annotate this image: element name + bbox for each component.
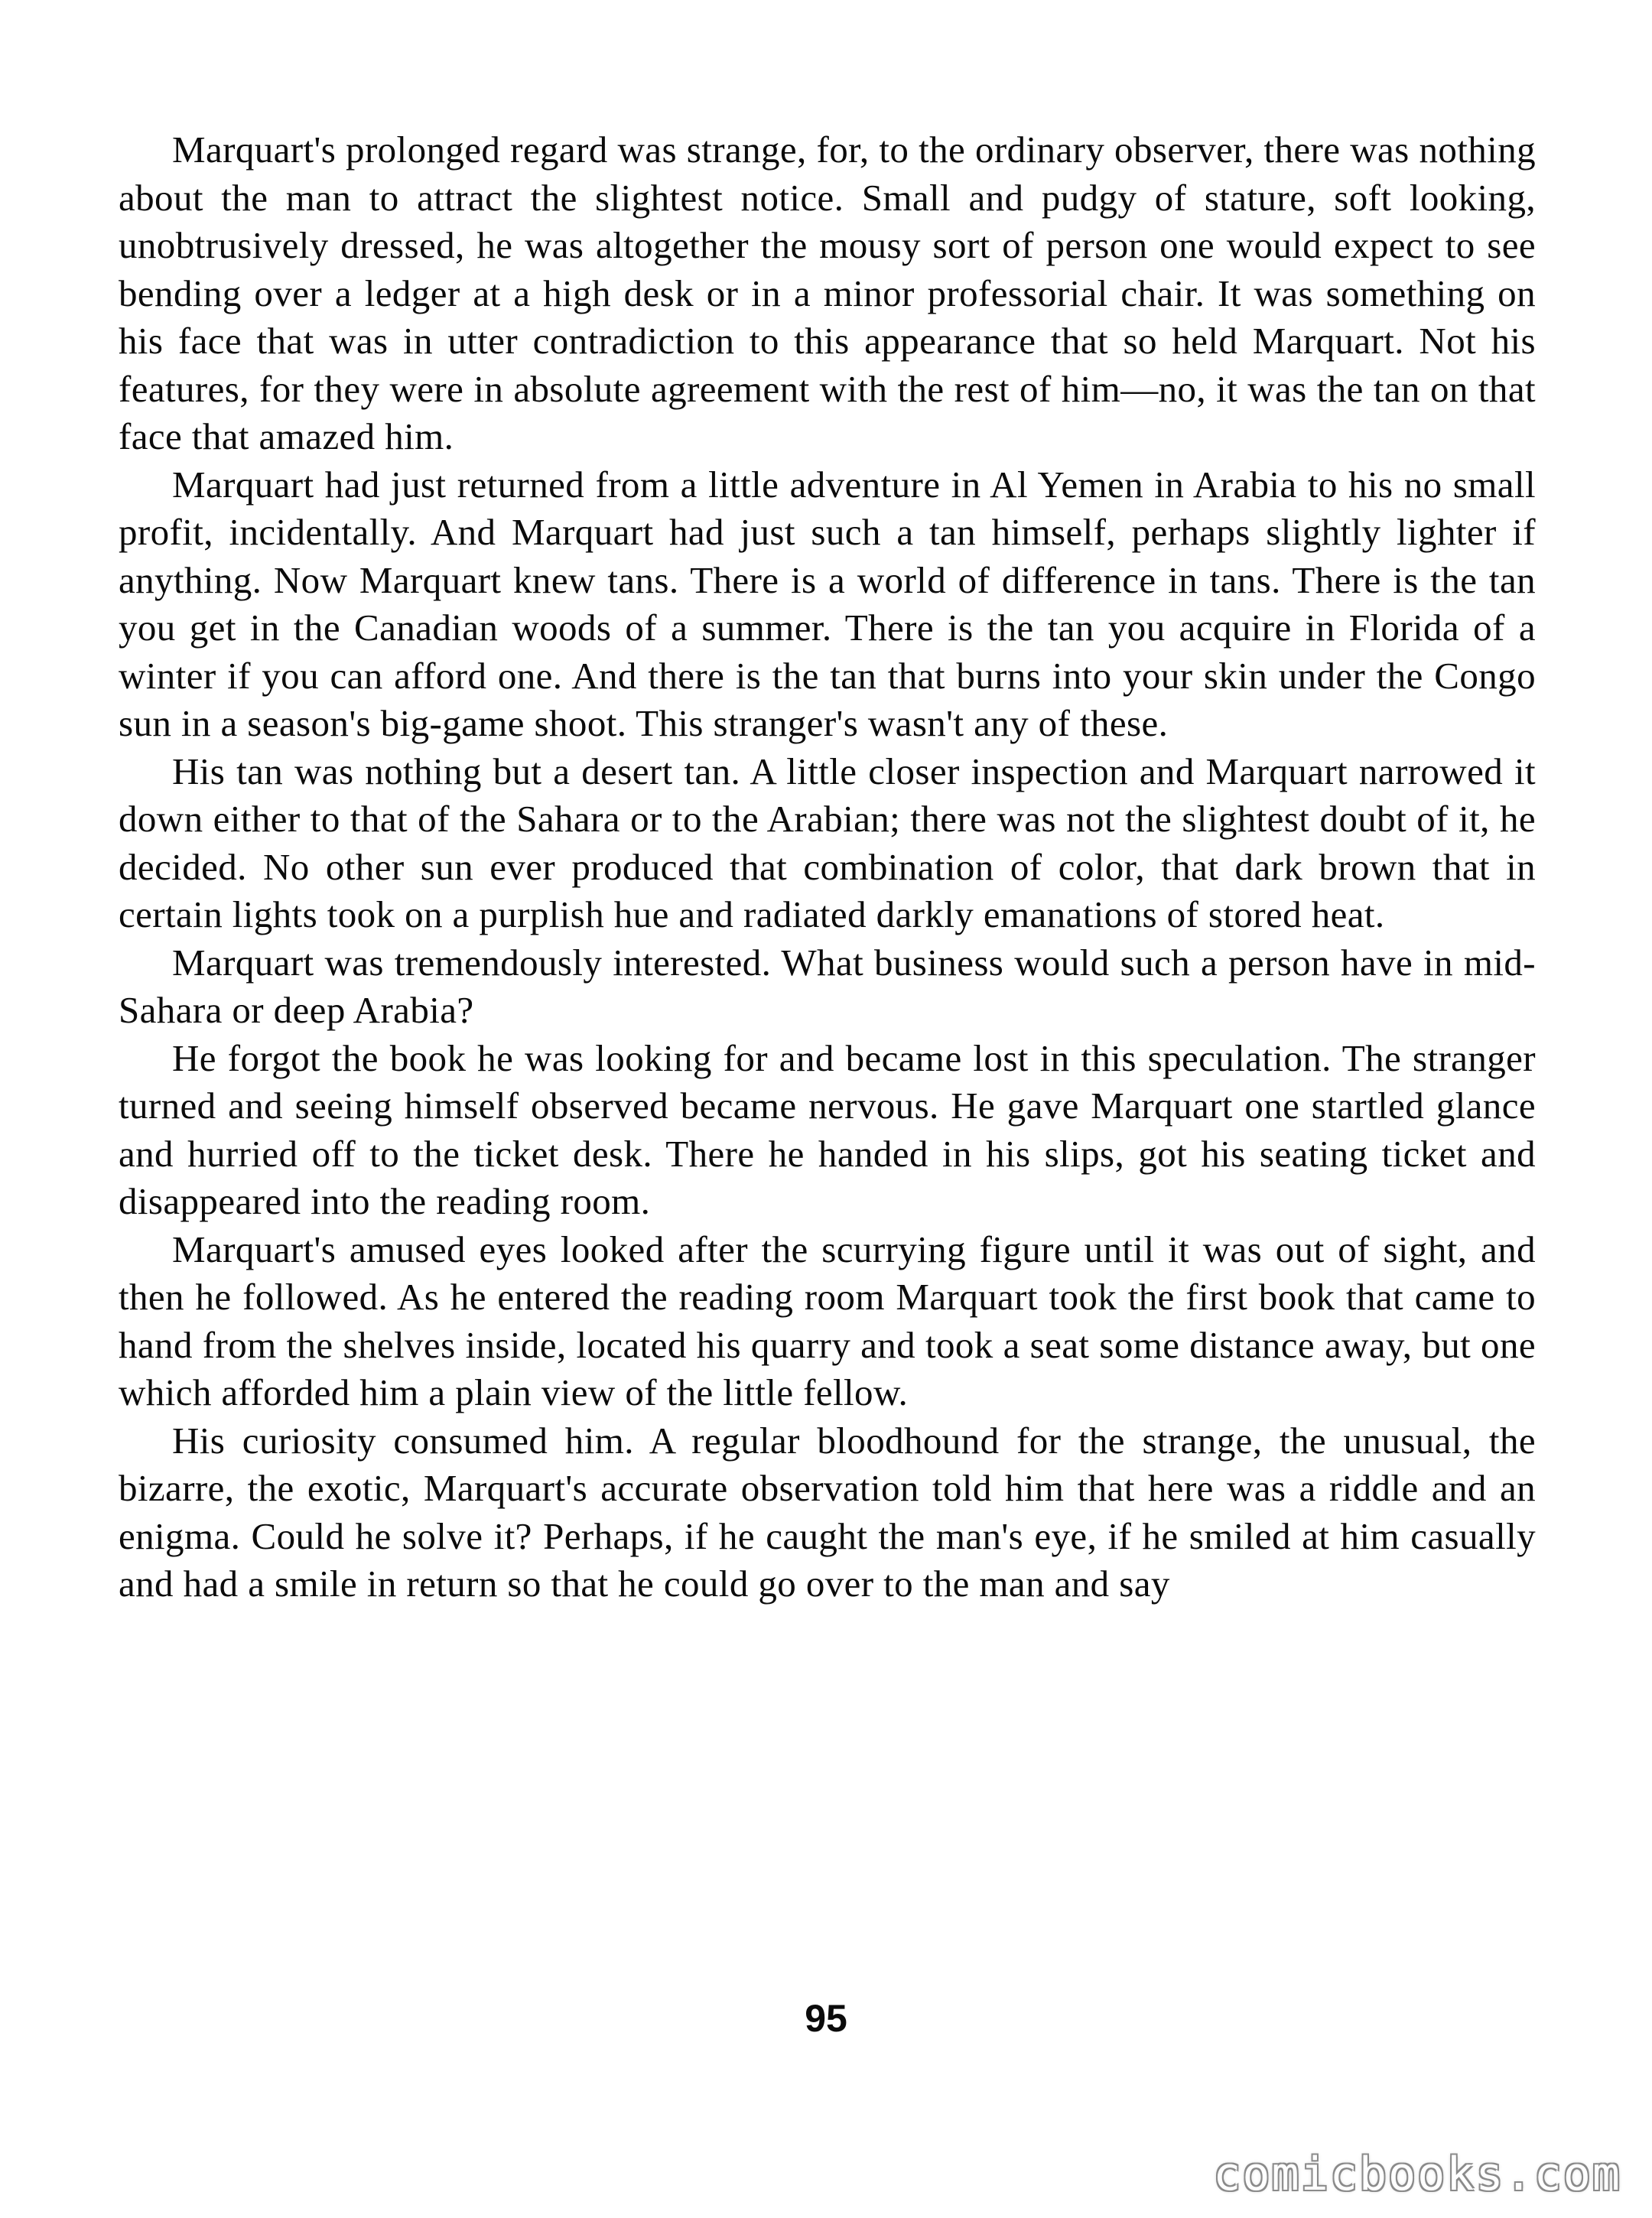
- paragraph-5: He forgot the book he was looking for and became lost in this speculation. The stranger turned and seeing himself observed became nervous. He gave Marquart one startled glance and hurried off to the ticket desk. There he handed in his slips, got his seating ticket and disappeared into the reading room.: [119, 1036, 1536, 1222]
- page-body: [119, 126, 1536, 2061]
- paragraph-6: Marquart's amused eyes looked after the scurrying figure until it was out of sight, and then he followed. As he entered the reading room Marquart took the first book that came to hand from the shelves inside, located his quarry and took a seat some distance away, but one which afforded him a plain view of the little fellow.: [119, 1228, 1536, 1413]
- page-number: 95: [805, 1997, 847, 2040]
- paragraph-1: Marquart's prolonged regard was strange, for, to the ordinary observer, there was nothing about the man to attract the slightest notice. Small and pudgy of stature, soft looking, unobtrusively dressed, he was altogether the mousy sort of person one would expect to see bending over a ledger at a high desk or in a minor professorial chair. It was something on his face that was in utter contradiction to this appearance that so held Marquart. Not his features, for they were in absolute agreement with the rest of him—no, it was the tan on that face that amazed him.: [119, 128, 1536, 457]
- paragraph-3: His tan was nothing but a desert tan. A little closer inspection and Marquart narrowed it down either to that of the Sahara or to the Arabian; there was not the slightest doubt of it, he decided. No other sun ever produced that combination of color, that dark brown that in certain lights took on a purplish hue and radiated darkly emanations of stored heat.: [119, 750, 1536, 935]
- watermark: comicbooks.com: [1213, 2148, 1621, 2201]
- paragraph-2: Marquart had just returned from a little adventure in Al Yemen in Arabia to his no small profit, incidentally. And Marquart had just such a tan himself, perhaps slightly lighter if anything. Now Marquart knew tans. There is a world of difference in tans. There is the tan you get in the Canadian woods of a summer. There is the tan you acquire in Florida of a winter if you can afford one. And there is the tan that burns into your skin under the Congo sun in a season's big-game shoot. This stranger's wasn't any of these.: [119, 463, 1536, 744]
- paragraph-4: Marquart was tremendously interested. What business would such a person have in mid-Sahara or deep Arabia?: [119, 941, 1536, 1031]
- paragraph-7: His curiosity consumed him. A regular bloodhound for the strange, the unusual, the bizarre, the exotic, Marquart's accurate observation told him that here was a riddle and an enigma. Could he solve it? Perhaps, if he caught the man's eye, if he smiled at him casually and had a smile in return so that he could go over to the man and say: [119, 1419, 1536, 1605]
